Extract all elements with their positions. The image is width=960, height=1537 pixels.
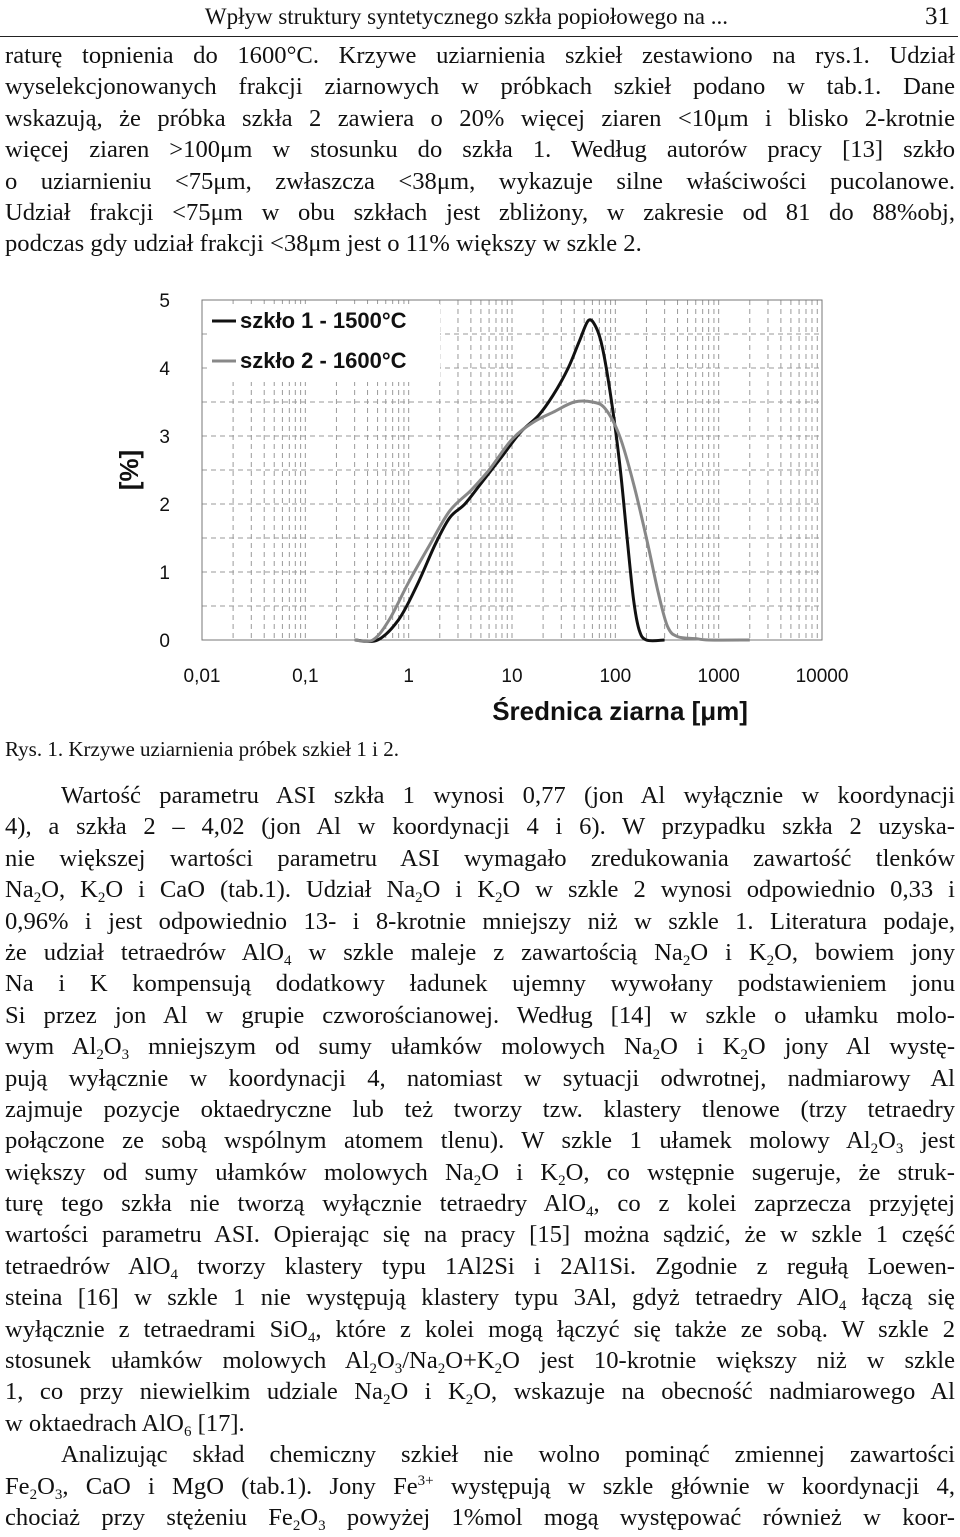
text-line: wyselekcjonowanych frakcji ziarnowych w próbkach szkieł podano w tab.1. Dane xyxy=(5,73,955,101)
text-line: wym $Al_2O_3$ mniejszym od sumy ułamków molowych $Na_2O$ i $K_2O$ jony Al wystę- xyxy=(5,1033,956,1064)
text-line: Si przez jon Al w grupie czworościanowej. Według [14] w szkle o ułamku molo- xyxy=(5,1001,955,1029)
text-line: połączone ze sobą wspólnym atomem tlenu). W szkle 1 ułamek molowy $Al_2O_3$ jest xyxy=(5,1127,955,1158)
y-tick-label: 5 xyxy=(159,291,170,312)
x-tick-label: 1000 xyxy=(697,666,740,687)
text-line: nie większej wartości parametru ASI wymagało zredukowania zawartość tlenków xyxy=(5,844,955,872)
text-line: więcej ziaren >100μm w stosunku do szkła 1. Według autorów pracy [13] szkło xyxy=(5,136,955,164)
x-tick-label: 100 xyxy=(599,666,632,687)
text-line: raturę topnienia do 1600°C. Krzywe uziarnienia szkieł zestawiono na rys.1. Udział xyxy=(5,42,955,69)
x-tick-label: 0,01 xyxy=(183,666,221,687)
text-line: 4), a szkła 2 – 4,02 (jon Al w koordynacji 4 i 6). W przypadku szkła 2 uzyska- xyxy=(5,813,955,841)
y-axis-label: [%] xyxy=(114,449,144,491)
x-tick-label: 1 xyxy=(403,666,414,687)
y-tick-label: 1 xyxy=(159,563,170,584)
text-line: turę tego szkła nie tworzą wyłącznie tetraedry AlO$_4$, co z kolei zaprzecza przyjętej xyxy=(5,1190,955,1221)
text-line: 0,96% i jest odpowiednio 13- i 8-krotnie mniejszy niż w szkle 1. Literatura podaje, xyxy=(5,907,955,935)
text-line: stosunek ułamków molowych $Al_2O_3/Na_2O+K_2O$ jest 10-krotnie większy niż w szkle xyxy=(5,1347,955,1378)
text-line: Wartość parametru ASI szkła 1 wynosi 0,77 (jon Al wyłącznie w koordynacji xyxy=(61,782,955,809)
x-tick-label: 10000 xyxy=(795,666,849,687)
text-line: chociaż przy stężeniu $Fe_2O_3$ powyżej 1%mol mogą występować również w koor- xyxy=(5,1503,955,1534)
legend-label: szkło 2 - 1600°C xyxy=(240,348,407,373)
x-tick-label: 10 xyxy=(501,666,523,687)
text-line: Na i K kompensują dodatkowy ładunek ujemny wywołany podstawieniem jonu xyxy=(5,970,955,998)
text-line: Analizując skład chemiczny szkieł nie wolno pominąć zmiennej zawartości xyxy=(61,1441,955,1469)
x-axis-label: Średnica ziarna [μm] xyxy=(492,696,748,726)
intro-paragraph xyxy=(5,40,955,260)
running-header xyxy=(0,2,958,37)
page-number: 31 xyxy=(925,3,950,30)
text-line: $Fe_2O_3$, CaO i MgO (tab.1). Jony $Fe^{3+}$ występują w szkle głównie w koordynacji 4, xyxy=(5,1472,956,1503)
text-line: wartości parametru ASI. Opierając się na pracy [15] można sądzić, że w szkle 1 część xyxy=(5,1221,955,1249)
y-tick-label: 4 xyxy=(159,359,170,380)
chart-svg xyxy=(100,288,860,728)
legend-label: szkło 1 - 1500°C xyxy=(240,308,407,333)
y-tick-label: 0 xyxy=(159,631,170,652)
text-line: podczas gdy udział frakcji <38μm jest o 11% większy w szkle 2. xyxy=(5,230,642,258)
text-line: zajmuje pozycje oktaedryczne lub też tworzy tzw. klastery tlenowe (trzy tetraedry xyxy=(5,1095,955,1123)
text-line: wyłącznie z tetraedrami SiO$_4$, które z kolei mogą łączyć się także ze sobą. W szkle 2 xyxy=(5,1315,955,1346)
y-tick-label: 3 xyxy=(159,427,170,448)
x-tick-label: 0,1 xyxy=(292,666,319,687)
text-line: pują wyłącznie w koordynacji 4, natomiast w sytuacji odwrotnej, nadmiarowy Al xyxy=(5,1064,955,1092)
grain-size-chart xyxy=(100,288,860,728)
text-line: 1, co przy niewielkim udziale $Na_2O$ i $K_2O$, wskazuje na obecność nadmiarowego Al xyxy=(5,1378,955,1409)
text-line: Udział frakcji <75μm w obu szkłach jest zbliżony, w zakresie od 81 do 88%obj, xyxy=(5,198,955,226)
series-line xyxy=(355,401,750,642)
text-line: większy od sumy ułamków molowych $Na_2O$ i $K_2O$, co wstępnie sugeruje, że struk- xyxy=(5,1158,955,1189)
text-line: że udział tetraedrów AlO$_4$ w szkle maleje z zawartością $Na_2O$ i $K_2O$, bowiem jony xyxy=(5,938,955,969)
text-line: tetraedrów AlO$_4$ tworzy klastery typu 1Al2Si i 2Al1Si. Zgodnie z regułą Loewen- xyxy=(5,1252,955,1283)
text-line: w oktaedrach AlO$_6$ [17]. xyxy=(5,1409,245,1440)
running-title: Wpływ struktury syntetycznego szkła popiołowego na ... xyxy=(204,4,728,29)
y-tick-label: 2 xyxy=(159,495,170,516)
text-line: $Na_2O$, $K_2O$ i CaO (tab.1). Udział $Na_2O$ i $K_2O$ w szkle 2 wynosi odpowiednio 0,33 i xyxy=(5,876,955,907)
text-line: o uziarnieniu <75μm, zwłaszcza <38μm, wykazuje silne właściwości pucolanowe. xyxy=(5,167,955,195)
figure-caption: Rys. 1. Krzywe uziarnienia próbek szkieł 1 i 2. xyxy=(5,737,399,761)
text-line: wskazują, że próbka szkła 2 zawiera o 20% więcej ziaren <10μm i blisko 2-krotnie xyxy=(5,104,955,132)
text-line: steina [16] w szkle 1 nie występują klastery typu 3Al, gdyż tetraedry AlO$_4$ łączą się xyxy=(5,1284,955,1315)
body-text xyxy=(5,780,955,1533)
